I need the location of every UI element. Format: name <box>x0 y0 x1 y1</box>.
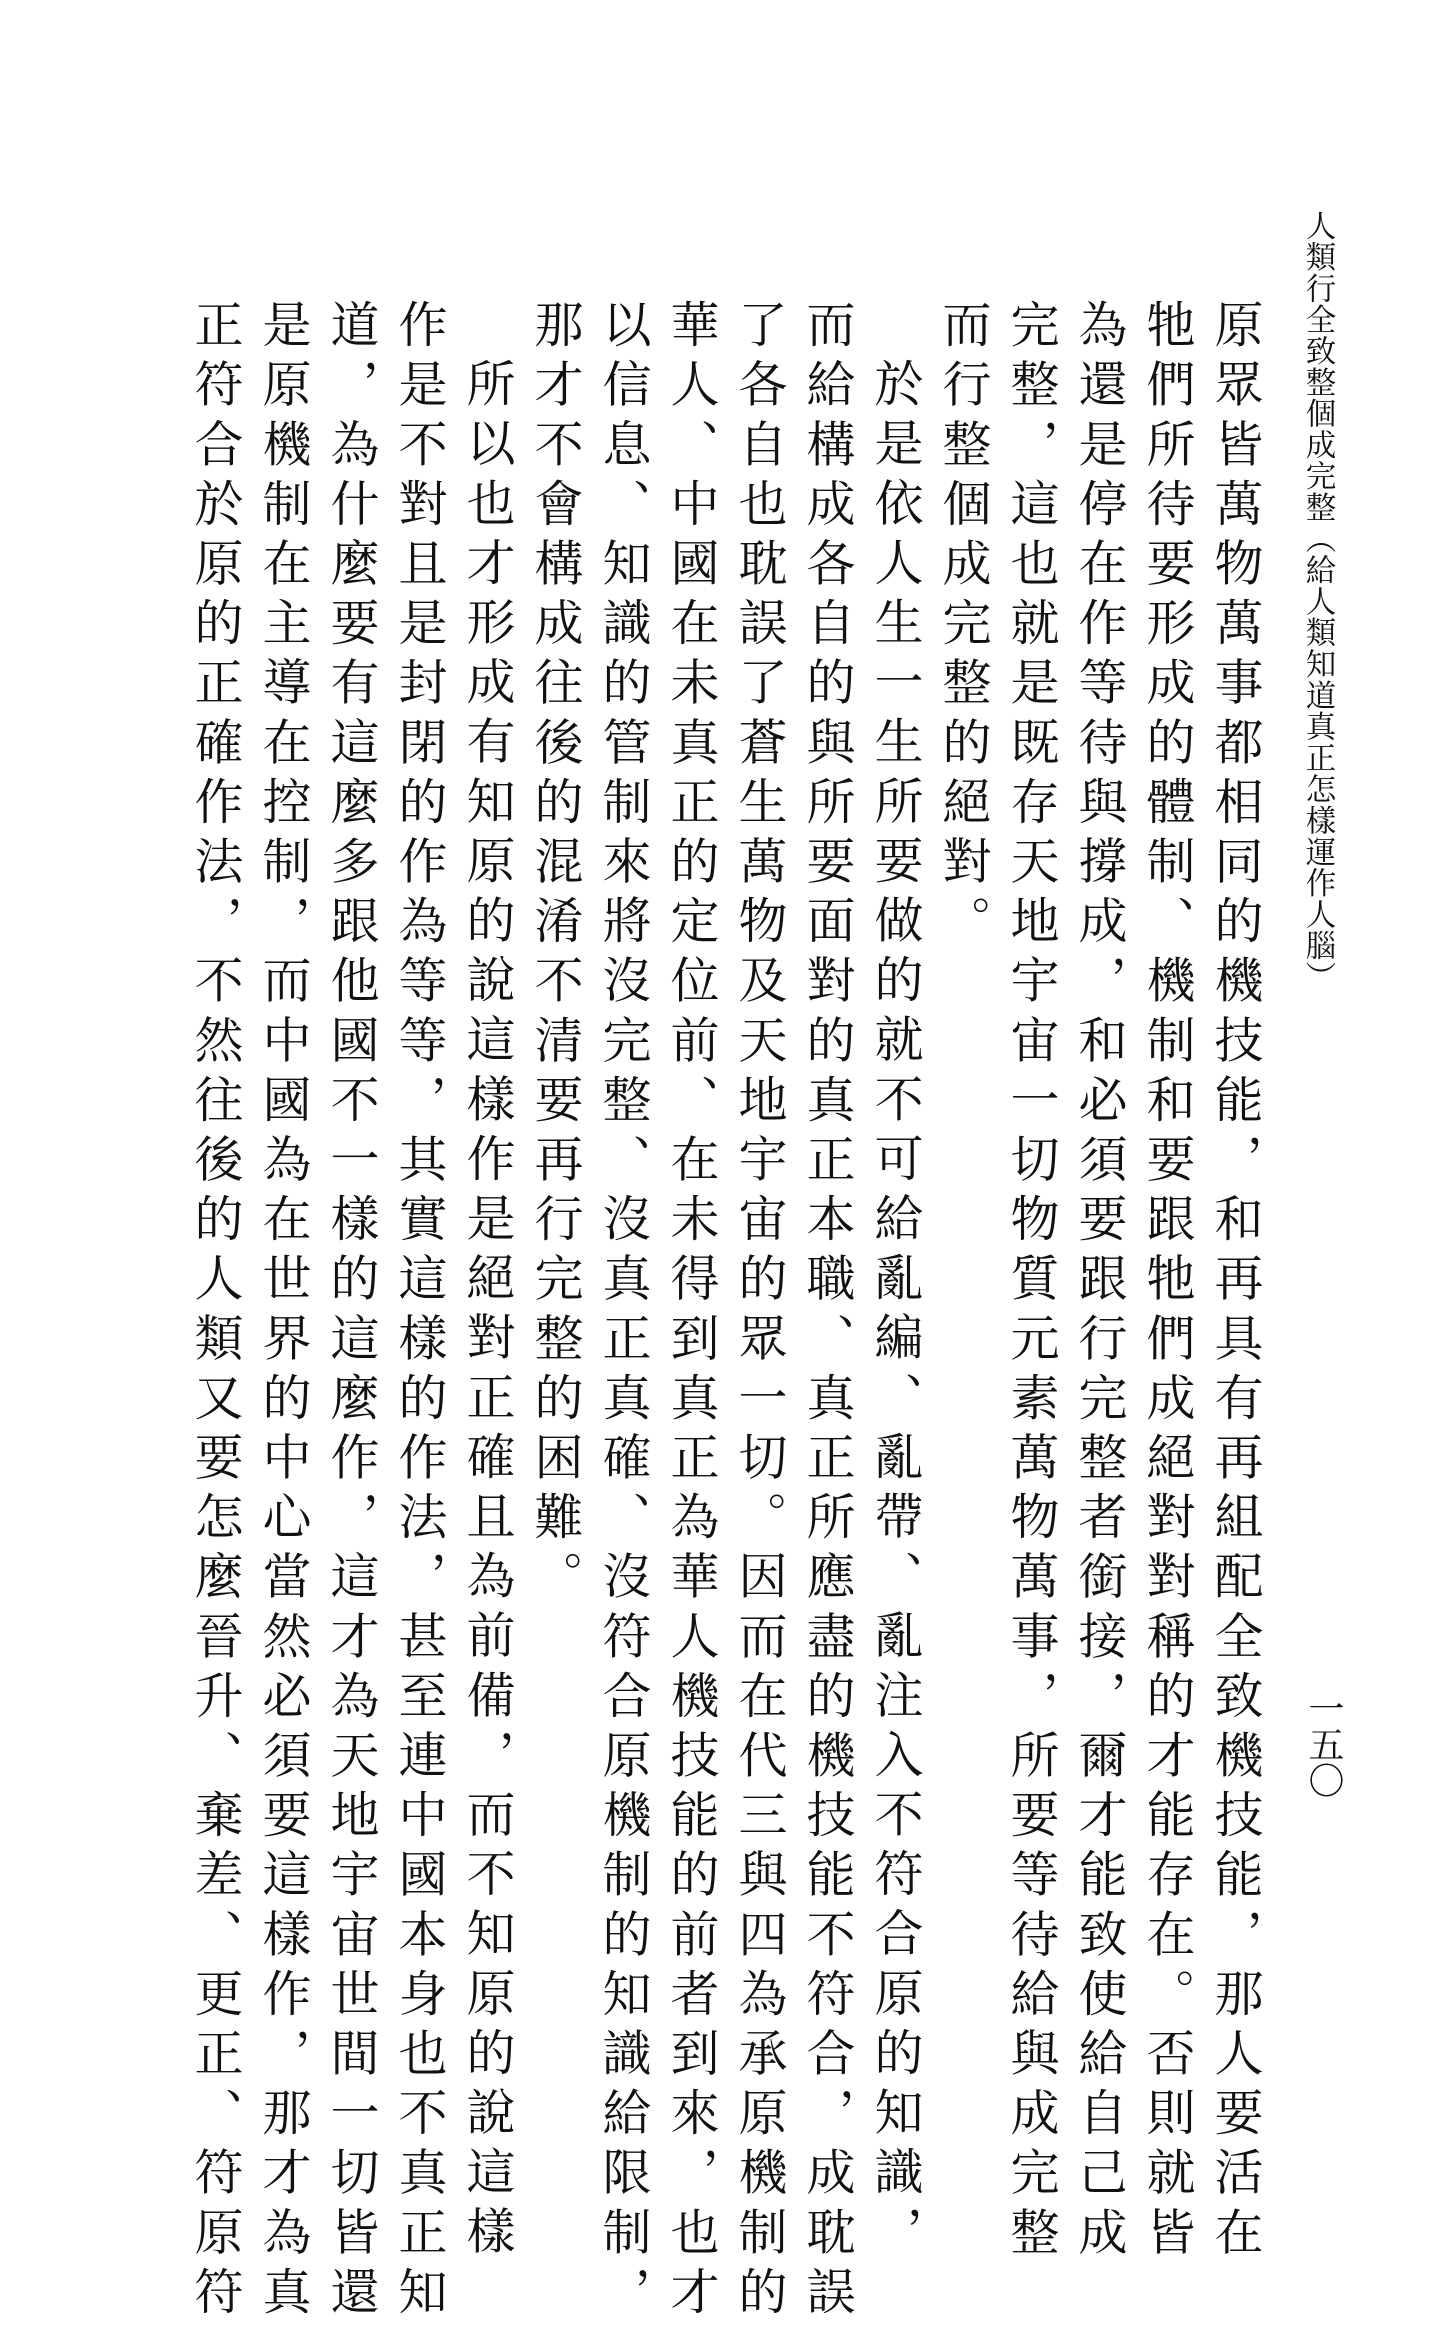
page-number: 一五〇 <box>1303 1690 1344 1798</box>
text-column: 正符合於原的正確作法，不然往後的人類又要怎麼晉升、棄差、更正、符原符 <box>187 299 244 2325</box>
text-column: 為還是停在作等待與撐成，和必須要跟行完整者銜接，爾才能致使給自己成 <box>1071 299 1128 2266</box>
text-column: 了各自也耽誤了蒼生萬物及天地宇宙的眾一切。因而在代三與四為承原機制的 <box>731 299 788 2325</box>
text-column: 而給構成各自的與所要面對的真正本職、真正所應盡的機技能不符合，成耽誤 <box>799 299 856 2325</box>
text-column: 華人、中國在未真正的定位前、在未得到真正為華人機技能的前者到來，也才 <box>663 299 720 2325</box>
text-column: 完整，這也就是既存天地宇宙一切物質元素萬物萬事，所要等待給與成完整 <box>1003 299 1060 2266</box>
text-column: 那才不會構成往後的混淆不清要再行完整的困難。 <box>527 299 584 1611</box>
body-text <box>187 299 1276 2325</box>
text-column: 作是不對且是封閉的作為等等，其實這樣的作法，甚至連中國本身也不真正知 <box>391 299 448 2325</box>
text-column: 所以也才形成有知原的說這樣作是絕對正確且為前備，而不知原的說這樣 <box>459 358 516 2266</box>
text-column: 以信息、知識的管制來將沒完整、沒真正真確、沒符合原機制的知識給限制， <box>595 299 652 2325</box>
text-column: 是原機制在主導在控制，而中國為在世界的中心當然必須要這樣作，那才為真 <box>255 299 312 2325</box>
text-column: 牠們所待要形成的體制、機制和要跟牠們成絕對對稱的才能存在。否則就皆 <box>1139 299 1196 2266</box>
text-column: 原眾皆萬物萬事都相同的機技能，和再具有再組配全致機技能，那人要活在 <box>1207 299 1264 2266</box>
text-column: 道，為什麼要有這麼多跟他國不一樣的這麼作，這才為天地宇宙世間一切皆還 <box>323 299 380 2325</box>
running-title: 人類行全致整個成完整（給人類知道真正怎樣運作人腦） <box>1300 210 1335 993</box>
text-column: 而行整個成完整的絕對。 <box>935 299 992 955</box>
text-column: 於是依人生一生所要做的就不可給亂編、亂帶、亂注入不符合原的知識， <box>867 358 924 2266</box>
